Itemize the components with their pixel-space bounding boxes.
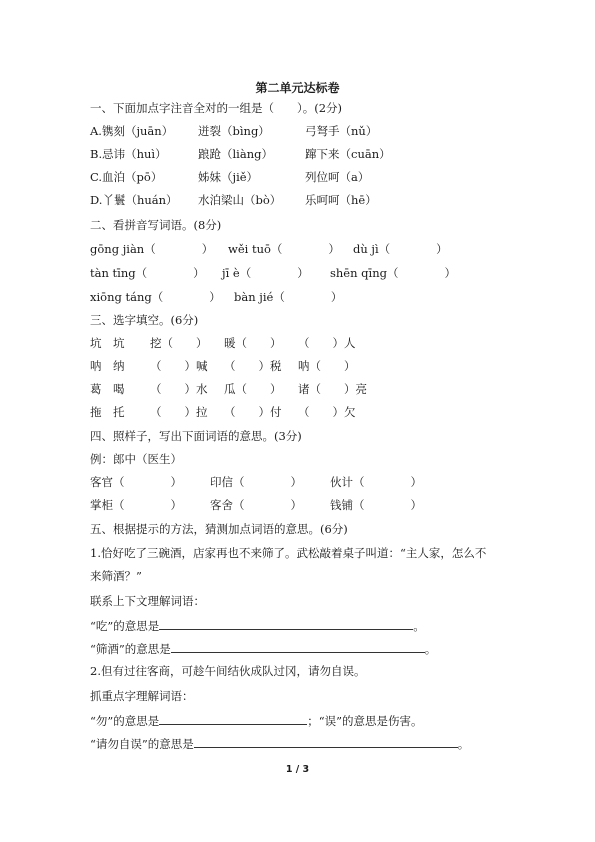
q3-1-b: 暖（ ）: [224, 336, 282, 350]
q2-item-2: wěi tuō（ ）: [228, 242, 340, 256]
q3-pair-3: 葛 喝: [90, 382, 125, 396]
q4-item-4: 掌柜（ ）: [90, 498, 182, 512]
q5-passage-1-line-2: 来筛酒？”: [90, 569, 142, 583]
q3-4-a: （ ）拉: [150, 405, 208, 419]
q5-chi-answer-line[interactable]: [159, 617, 413, 630]
page-number: 1 / 3: [285, 764, 310, 775]
q5-wu-answer-line[interactable]: [159, 712, 307, 725]
q4-item-3: 伙计（ ）: [330, 475, 422, 489]
q5-passage-1-line-1: 1.恰好吃了三碗酒，店家再也不来筛了。武松敲着桌子叫道：“主人家，怎么不: [90, 546, 487, 560]
q5-wu-label: “勿”的意思是: [90, 714, 160, 728]
q5-shai-row: [90, 640, 436, 656]
q2-item-8: bàn jié（ ）: [234, 290, 343, 304]
q3-4-c: （ ）欠: [298, 405, 356, 419]
q5-shai-label: “筛酒”的意思是: [90, 642, 171, 656]
q3-pair-1: 坑 坑: [90, 336, 125, 350]
q5-chi-row: [90, 617, 425, 633]
q2-item-5: jī è（ ）: [222, 266, 309, 280]
page-title: 第二单元达标卷: [255, 81, 340, 95]
q5-heading: 五、根据提示的方法，猜测加点词语的意思。(6分): [90, 522, 348, 536]
q3-heading: 三、选字填空。(6分): [90, 313, 199, 327]
q3-pair-2: 呐 纳: [90, 359, 125, 373]
q2-item-6: shēn qīng（ ）: [330, 266, 456, 280]
q5-chi-period: 。: [413, 619, 425, 633]
q5-qing-label: “请勿自误”的意思是: [90, 737, 194, 751]
q4-example: 例：郎中（医生）: [90, 452, 182, 466]
q1-b-3: 蹿下来（cuān）: [305, 147, 391, 161]
q1-a-2: 迸裂（bìng）: [198, 124, 270, 138]
q5-qing-period: 。: [457, 737, 470, 751]
q2-item-1: gōng jiàn（ ）: [90, 242, 214, 256]
q5-method-1: 联系上下文理解词语：: [90, 594, 205, 608]
q5-wu-mid: ；“误”的意思是伤害。: [307, 714, 423, 728]
q4-item-2: 印信（ ）: [210, 475, 302, 489]
q5-wu-row: [90, 712, 423, 728]
q1-b-1: B.忌讳（huì）: [90, 147, 167, 161]
q2-item-3: dù jì（ ）: [353, 242, 448, 256]
q1-heading: 一、下面加点字注音全对的一组是（ ）。(2分): [90, 101, 343, 115]
q2-item-7: xiōng táng（ ）: [90, 290, 221, 304]
q5-qing-answer-line[interactable]: [194, 735, 458, 748]
q5-chi-label: “吃”的意思是: [90, 619, 160, 633]
q2-heading: 二、看拼音写词语。(8分): [90, 218, 222, 232]
q5-qing-row: [90, 735, 469, 751]
q5-shai-answer-line[interactable]: [171, 640, 425, 653]
q3-pair-4: 拖 托: [90, 405, 125, 419]
q1-c-3: 列位呵（a）: [305, 170, 370, 184]
q1-a-1: A.镌刻（juān）: [90, 124, 174, 138]
q1-c-1: C.血泊（pō）: [90, 170, 163, 184]
q3-3-c: 诸（ ）亮: [298, 382, 367, 396]
q5-method-2: 抓重点字理解词语：: [90, 689, 194, 703]
q1-c-2: 姊妹（jiě）: [198, 170, 259, 184]
q3-1-a: 挖（ ）: [150, 336, 208, 350]
q3-2-a: （ ）喊: [150, 359, 208, 373]
q3-2-c: 呐（ ）: [298, 359, 356, 373]
q3-3-a: （ ）水: [150, 382, 208, 396]
q3-3-b: 瓜（ ）: [224, 382, 282, 396]
q5-shai-period: 。: [424, 642, 437, 656]
q3-2-b: （ ）税: [224, 359, 282, 373]
q5-passage-2: 2.但有过往客商，可趁午间结伙成队过冈，请勿自误。: [90, 664, 366, 678]
q4-item-1: 客官（ ）: [90, 475, 182, 489]
q1-b-2: 踉跄（liàng）: [198, 147, 273, 161]
q4-heading: 四、照样子，写出下面词语的意思。(3分): [90, 429, 302, 443]
q1-d-1: D.丫鬟（huán）: [90, 193, 178, 207]
q4-item-6: 钱铺（ ）: [330, 498, 422, 512]
q1-d-3: 乐呵呵（hē）: [305, 193, 377, 207]
q3-4-b: （ ）付: [224, 405, 282, 419]
q1-a-3: 弓弩手（nǔ）: [305, 124, 378, 138]
q3-1-c: （ ）人: [298, 336, 356, 350]
q1-d-2: 水泊梁山（bò）: [198, 193, 282, 207]
q4-item-5: 客舍（ ）: [210, 498, 302, 512]
q2-item-4: tàn tīng（ ）: [90, 266, 205, 280]
